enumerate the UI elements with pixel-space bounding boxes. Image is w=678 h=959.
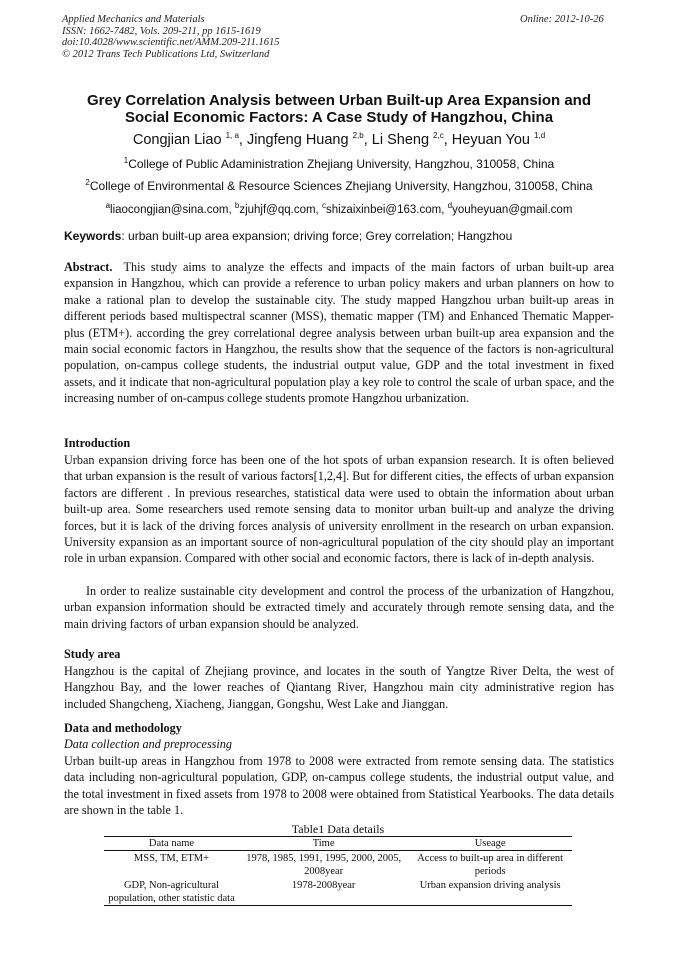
table-header-cell: Time <box>239 837 408 851</box>
table-cell: Access to built-up area in different periods <box>417 853 564 877</box>
table-cell: 1978-2008year <box>239 878 408 906</box>
intro-paragraph-2: In order to realize sustainable city development and control the process of the urbanization of Hangzhou, urban expansion information should be extracted timely and accurately through remote sensing data, and the main driving factors of urban expansion should be analyzed. <box>64 584 614 631</box>
section-heading-data-methodology: Data and methodology <box>64 721 182 735</box>
email-link[interactable]: youheyuan@gmail.com <box>452 203 573 216</box>
author-affil-mark: 1, a <box>225 131 239 140</box>
keywords-label: Keywords <box>64 229 122 243</box>
table-cell: Urban expansion driving analysis <box>408 878 572 906</box>
copyright-line: © 2012 Trans Tech Publications Ltd, Switzerland <box>62 48 270 60</box>
journal-header <box>62 14 279 60</box>
journal-name: Applied Mechanics and Materials <box>62 14 205 25</box>
abstract-label: Abstract. <box>64 260 113 274</box>
abstract <box>64 259 614 407</box>
table-header-cell: Data name <box>104 837 239 851</box>
table-cell: MSS, TM, ETM+ <box>133 853 210 864</box>
author-affil-mark: 2,c <box>433 131 444 140</box>
table-cell: 1978, 1985, 1991, 1995, 2000, 2005, 2008year <box>246 853 402 877</box>
keywords-text: : urban built-up area expansion; driving force; Grey correlation; Hangzhou <box>121 229 513 243</box>
table-row <box>104 878 572 906</box>
data-details-table <box>104 836 572 906</box>
keywords <box>64 229 512 243</box>
table-row <box>104 851 572 879</box>
table-caption: Table1 Data details <box>291 822 385 836</box>
doi-line: doi:10.4028/www.scientific.net/AMM.209-211.1615 <box>62 37 280 48</box>
author-affil-mark: 1,d <box>534 131 546 140</box>
intro-paragraph-1: Urban expansion driving force has been one of the hot spots of urban expansion research. It is often believed that urban expansion is the result of various factors[1,2,4]. But for different cities, the effects of urban expansion factors are different . In previous researches, statistical data were used to obtain the information about urban built-up area. Some researchers used remote sensing data to monitor urban built-up and analyze the driving forces, but it is lack of the driving forces analysis of university enrollment in the research on urban expansion. University expansion as an important source of non-agricultural population of the city should play an important role in urban expansion. Compared with other social and economic factors, there is lack of in-depth analysis. <box>64 453 614 566</box>
section-heading-study-area: Study area <box>64 647 121 661</box>
author-affil-mark: 2,b <box>352 131 364 140</box>
subsection-heading-data-collection: Data collection and preprocessing <box>64 737 232 751</box>
affiliation-2: $^2$College of Environmental & Resource Sciences Zhejiang University, Hangzhou, 310058, China <box>85 178 593 193</box>
author-name: Heyuan You <box>451 131 530 148</box>
table-cell: GDP, Non-agricultural population, other statistic data <box>104 878 239 906</box>
table-header-row <box>104 837 572 851</box>
email-link[interactable]: liaocongjian@sina.com, <box>110 203 232 216</box>
online-date: Online: 2012-10-26 <box>520 14 604 25</box>
issn-line: ISSN: 1662-7482, Vols. 209-211, pp 1615-1619 <box>62 25 261 37</box>
title-line-2: Social Economic Factors: A Case Study of Hangzhou, China <box>124 109 554 126</box>
title-line-1: Grey Correlation Analysis between Urban Built-up Area Expansion and <box>87 92 591 109</box>
table-header-cell: Useage <box>408 837 572 851</box>
author-name: Jingfeng Huang <box>246 131 349 148</box>
affiliation-1: $^1$College of Public Adaministration Zhejiang University, Hangzhou, 310058, China <box>123 156 555 171</box>
author-emails: $^a$liaocongjian@sina.com, $^b$zjuhjf@qq.com, $^c$shizaixinbei@163.com, $^d$youheyuan@gmail.com <box>105 201 573 216</box>
data-text: Urban built-up areas in Hangzhou from 1978 to 2008 were extracted from remote sensing data. The statistics data including non-agricultural population, GDP, on-campus college students, the industrial output value, and the total investment in fixed assets from 1978 to 2008 were obtained from Statistical Yearbooks. The data details are shown in the table 1. <box>64 754 614 818</box>
email-link[interactable]: zjuhjf@qq.com, <box>239 203 319 216</box>
author-list: Congjian Liao $^{1, a}$, Jingfeng Huang $^{2,b}$, Li Sheng $^{2,c}$, Heyuan You $^{1,d}$ <box>132 131 546 148</box>
study-area-text: Hangzhou is the capital of Zhejiang province, and locates in the south of Yangtze River Delta, the west of Hangzhou Bay, and the lower reaches of Qiantang River, Hangzhou main city administrative region has included Shangcheng, Xiacheng, Jianggan, Gongshu, West Lake and Jianggan. <box>64 664 614 711</box>
email-link[interactable]: shizaixinbei@163.com, <box>325 203 445 216</box>
abstract-text: This study aims to analyze the effects and impacts of the main factors of urban built-up area expansion in Hangzhou, which can provide a reference to urban policy makers and urban planners on how to make a rational plan to develop the sustainable city. The study mapped Hangzhou urban built-up areas in different periods based multispectral scanner (MSS), thematic mapper (TM) and Enhanced Thematic Mapper-plus (ETM+). according the grey correlational degree analysis between urban built-up area expansion and the main social economic factors in Hangzhou, the results show that the sequence of the factors is non-agricultural population, on-campus college students, the industrial output value, GDP and the total investment in fixed assets, and it indicate that non-agricultural population play a key role to control the scale of urban space, and the increasing number of on-campus college students promote Hangzhou urbanization. <box>64 260 614 406</box>
author-name: Congjian Liao <box>132 131 222 148</box>
paper-title <box>40 92 638 126</box>
author-name: Li Sheng <box>371 131 430 148</box>
section-heading-introduction: Introduction <box>64 436 131 450</box>
